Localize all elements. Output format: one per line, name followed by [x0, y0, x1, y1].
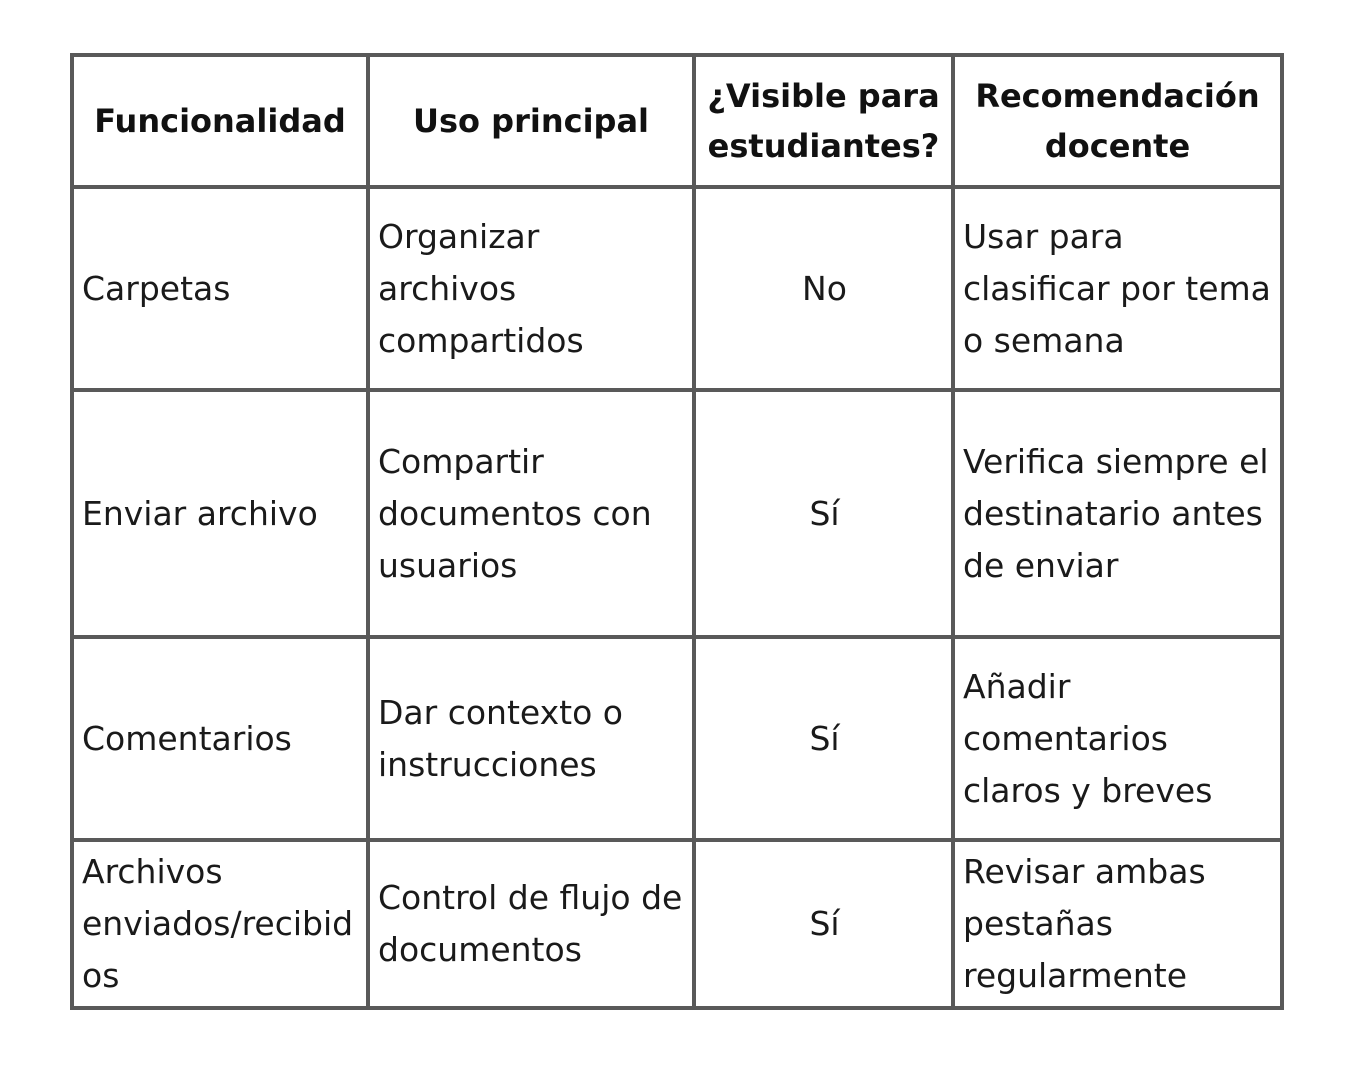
- cell-funcionalidad: Archivos enviados/recibidos: [72, 840, 368, 1008]
- cell-visible: Sí: [694, 637, 953, 840]
- cell-uso-principal: Compartir documentos con usuarios: [368, 390, 694, 637]
- header-funcionalidad: Funcionalidad: [72, 55, 368, 187]
- cell-funcionalidad: Enviar archivo: [72, 390, 368, 637]
- cell-visible: Sí: [694, 840, 953, 1008]
- cell-recomendacion: Revisar ambas pestañas regularmente: [953, 840, 1282, 1008]
- features-table-container: [70, 53, 1280, 1010]
- cell-uso-principal: Control de flujo de documentos: [368, 840, 694, 1008]
- table-row: [72, 390, 1282, 637]
- features-table: [70, 53, 1284, 1010]
- table-row: [72, 187, 1282, 390]
- cell-recomendacion: Usar para clasificar por tema o semana: [953, 187, 1282, 390]
- table-row: [72, 840, 1282, 1008]
- cell-uso-principal: Organizar archivos compartidos: [368, 187, 694, 390]
- cell-uso-principal: Dar contexto o instrucciones: [368, 637, 694, 840]
- header-uso-principal: Uso principal: [368, 55, 694, 187]
- cell-recomendacion: Añadir comentarios claros y breves: [953, 637, 1282, 840]
- cell-funcionalidad: Comentarios: [72, 637, 368, 840]
- table-header-row: [72, 55, 1282, 187]
- cell-funcionalidad: Carpetas: [72, 187, 368, 390]
- cell-visible: No: [694, 187, 953, 390]
- header-visible-estudiantes: ¿Visible para estudiantes?: [694, 55, 953, 187]
- table-row: [72, 637, 1282, 840]
- header-recomendacion-docente: Recomendación docente: [953, 55, 1282, 187]
- cell-recomendacion: Verifica siempre el destinatario antes de enviar: [953, 390, 1282, 637]
- cell-visible: Sí: [694, 390, 953, 637]
